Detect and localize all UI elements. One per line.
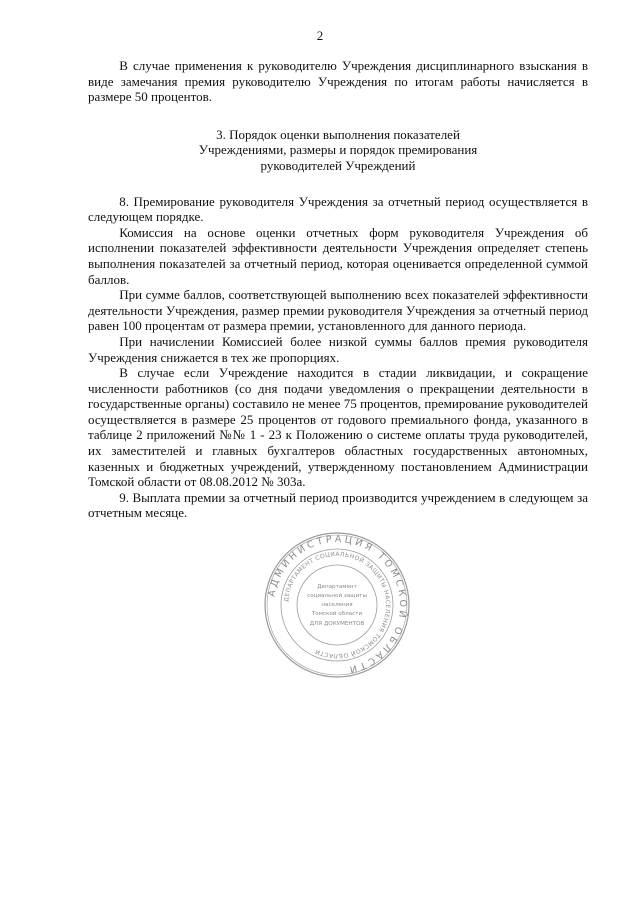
stamp-center-line-4: Томской области <box>311 611 363 617</box>
intro-paragraph: В случае применения к руководителю Учреждения дисциплинарного взыскания в виде замечания премия руководителю Учреждения по итогам работы начисляется в размере 50 процентов. <box>88 58 588 105</box>
section-heading-line-2: Учреждениями, размеры и порядок премирования <box>198 142 478 158</box>
official-stamp <box>262 530 412 680</box>
stamp-outer-text: АДМИНИСТРАЦИЯ ТОМСКОЙ ОБЛАСТИ <box>266 533 409 676</box>
paragraph-item-8: 8. Премирование руководителя Учреждения за отчетный период осуществляется в следующем порядке. <box>88 193 588 225</box>
page-number: 2 <box>316 28 324 43</box>
stamp-inner-text: ДЕПАРТАМЕНТ СОЦИАЛЬНОЙ ЗАЩИТЫ НАСЕЛЕНИЯ ТОМСКОЙ ОБЛАСТИ <box>283 550 392 660</box>
section-heading <box>88 127 588 174</box>
paragraph-liquidation: В случае если Учреждение находится в стадии ликвидации, и сокращение численности работников (со дня подачи уведомления о прекращении деятельности в государственные органы) составило не менее 75 процентов, премирование руководителей осуществляется в размере 25 процентов от годового премиального фонда, указанного в таблице 2 приложений №№ 1 - 23 к Положению о системе оплаты труда руководителей, их заместителей и главных бухгалтеров областных государственных автономных, казенных и бюджетных учреждений, утвержденному постановлением Администрации Томской области от 08.08.2012 № 303а. <box>88 365 588 490</box>
paragraph-full-score: При сумме баллов, соответствующей выполнению всех показателей эффективности деятельности Учреждения, размер премии руководителя Учреждения за отчетный период равен 100 процентам от размера премии, установленного для данного периода. <box>88 287 588 334</box>
paragraph-commission: Комиссия на основе оценки отчетных форм руководителя Учреждения об исполнении показателей эффективности деятельности Учреждения определяет степень выполнения показателей за отчетный период, которая оценивается определенной суммой баллов. <box>88 224 588 287</box>
paragraph-lower-score: При начислении Комиссией более низкой суммы баллов премия руководителя Учреждения снижается в тех же пропорциях. <box>88 333 588 365</box>
stamp-center-line-2: социальной защиты <box>307 593 367 599</box>
section-heading-line-1: 3. Порядок оценки выполнения показателей <box>216 126 460 142</box>
stamp-center-line-1: Департамент <box>317 584 357 590</box>
stamp-center-line-5: ДЛЯ ДОКУМЕНТОВ <box>309 621 365 627</box>
stamp-center-line-3: населения <box>321 602 353 608</box>
document-body <box>88 58 588 521</box>
section-heading-line-3: руководителей Учреждений <box>260 157 416 173</box>
paragraph-item-9: 9. Выплата премии за отчетный период производится учреждением в следующем за отчетным месяце. <box>88 489 588 521</box>
